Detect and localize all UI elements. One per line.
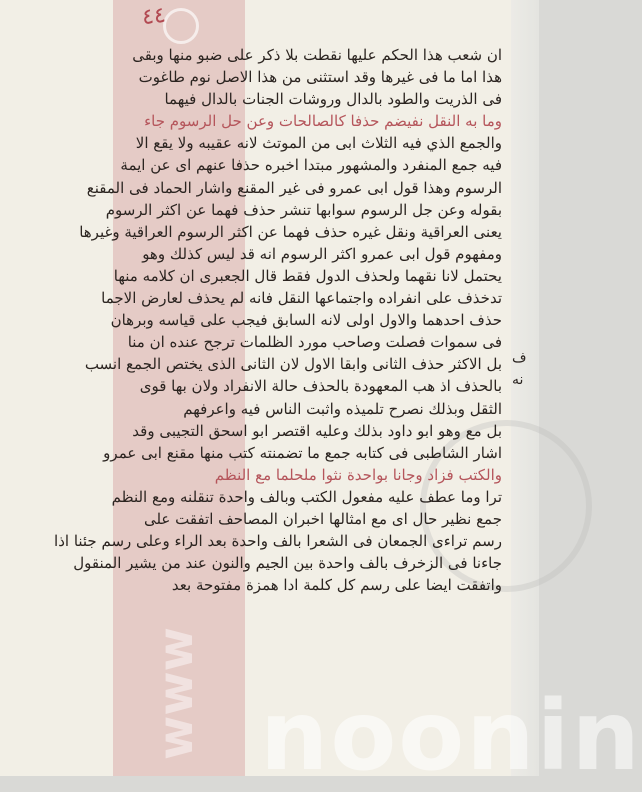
text-line: فى سموات فصلت وصاحب مورد الظلمات ترجح عنده ان منا [127, 333, 502, 352]
text-line: بل مع وهو ابو داود بذلك وعليه اقتصر ابو اسحق التجيبى وقد [132, 421, 502, 440]
text-line: حذف احدهما والاول اولى لانه السابق فيجب على قياسه وبرهان [110, 311, 502, 330]
text-line: جاءنا فى الزخرف بالف واحدة بين الجيم والنون عند من يشير المنقول [73, 554, 502, 573]
text-line: بالحذف اذ هب المعهودة بالحذف حالة الانفراد ولان بها قوى [139, 377, 502, 396]
margin-note-2: نه [512, 372, 524, 388]
text-line: الثقل وبذلك نصرح تلميذه واثبت الناس فيه واعرفهم [183, 399, 502, 418]
text-line: جمع نظير حال اى مع امثالها اخبران المصاحف اتفقت على [143, 509, 502, 528]
text-line: ومفهوم قول ابى عمرو اكثر الرسوم انه قد ليس كذلك وهو [142, 244, 502, 263]
text-line: بل الاكثر حذف الثانى وابقا الاول لان الثانى الذى يختص الجمع انسب [84, 355, 502, 374]
manuscript-text [32, 44, 502, 596]
text-line: رسم تراءى الجمعان فى الشعرا بالف واحدة بعد الراء وعلى رسم جئنا اذا [54, 532, 502, 551]
text-line: يعنى العراقية ونقل غيره حذف فهما عن اكثر الرسوم العراقية وغيرها [79, 222, 502, 241]
page-edge [511, 0, 539, 776]
text-line: الرسوم وهذا قول ابى عمرو فى غير المقنع واشار الحماد فى المقنع [86, 178, 502, 197]
text-line: ترا وما عطف عليه مفعول الكتب وبالف واحدة تنقلنه ومع النظم [111, 487, 502, 506]
text-line: واتفقت ايضا على رسم كل كلمة ادا همزة مفتوحة بعد [171, 576, 502, 595]
text-line: بقوله وعن جل الرسوم سوابها تنشر حذف فهما عن اكثر الرسوم [105, 200, 502, 219]
text-line: فيه جمع المنفرد والمشهور مبتدا اخبره حذفا عنهم اى عن ايمة [120, 156, 502, 175]
watermark-vertical: www [148, 626, 204, 760]
margin-note-1: ف [512, 350, 527, 366]
folio-number: ٤٤ [140, 2, 167, 31]
text-line: يحتمل لانا نقهما ولحذف الدول فقط قال الجعبرى ان كلامه منها [113, 266, 502, 285]
text-line: تدخذف على انفراده واجتماعها النقل فانه لم يحذف لعارض الاجما [101, 289, 502, 308]
rubric-line: وما به النقل نفيضم حذفا كالصالحات وعن حل الرسوم جاء [144, 112, 502, 131]
watermark: noonin [260, 680, 642, 792]
text-line: فى الذريت والطود بالدال وروشات الجنات بالدال فيهما [164, 90, 502, 109]
text-line: اشار الشاطبى فى كتابه جمع ما تضمنته كتب منها مقنع ابى عمرو [103, 443, 502, 462]
text-line: هذا اما ما فى غيرها وقد استثنى من هذا الاصل نوم طاغوت [138, 68, 502, 87]
text-line: والجمع الذي فيه الثلاث ابى من الموتث لانه عقيبه ولا يقع الا [135, 134, 502, 153]
library-stamp [163, 8, 199, 44]
text-line: ان شعب هذا الحكم عليها نقطت بلا ذكر على ضبو منها وبقى [132, 46, 502, 64]
rubric-line: والكتب فزاد وجانا بواحدة نثوا ملحلما مع النظم [214, 465, 502, 484]
